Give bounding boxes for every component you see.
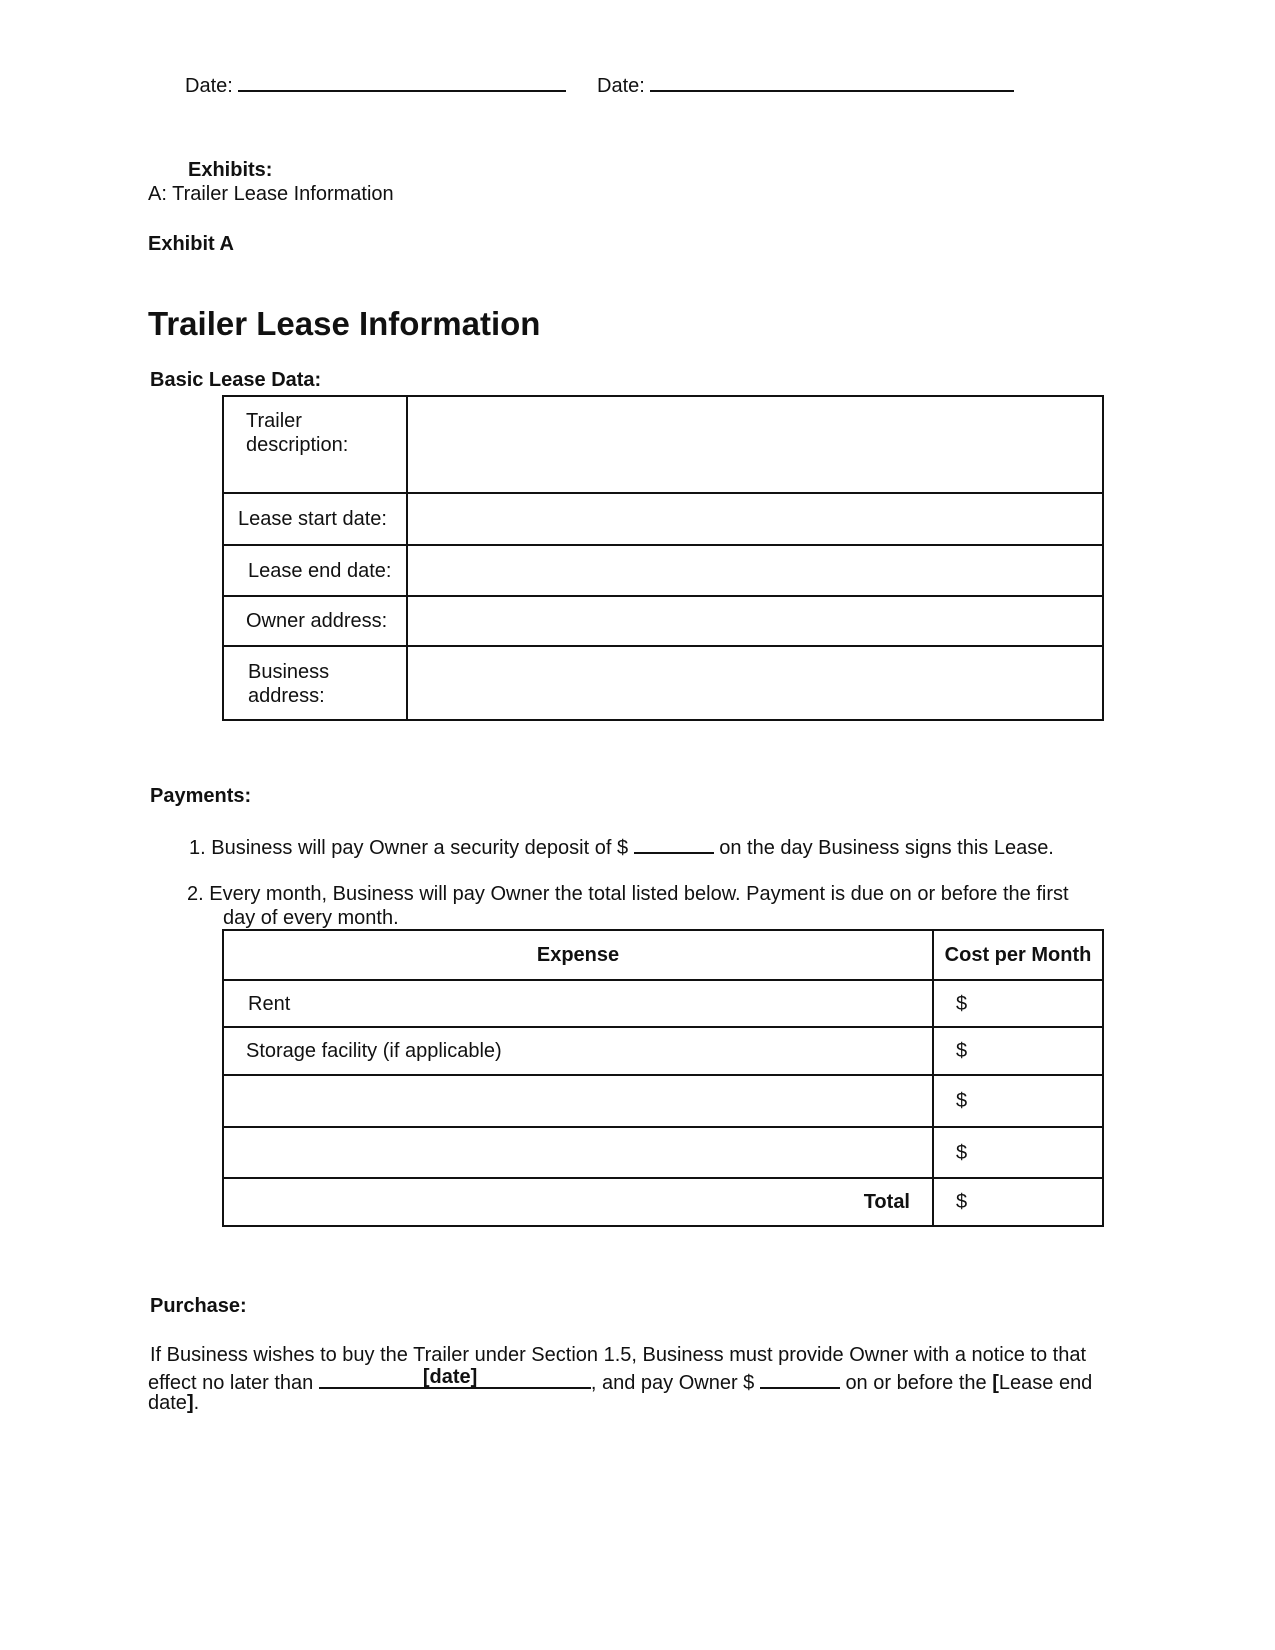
expense-header-row [223,930,1103,980]
lease-label-end-date: Lease end date: [248,560,392,582]
cost-column-header: Cost per Month [933,930,1103,980]
lease-label-trailer-description: Trailer description: [246,410,349,456]
purchase-bracket-open: [ [992,1372,999,1394]
total-cost-cell[interactable]: $ [933,1178,1103,1226]
payment-item-1 [189,834,1054,860]
purchase-text-effect: effect no later than [148,1372,314,1394]
date-label-right: Date: [597,75,645,97]
lease-row-owner-address [223,596,1103,646]
purchase-date-placeholder: [date] [422,1366,478,1388]
exhibit-item: A: Trailer Lease Information [148,183,394,205]
purchase-line-3 [148,1391,199,1415]
payments-heading: Payments: [150,785,252,807]
cost-cell[interactable]: $ [933,1027,1103,1075]
purchase-line-1: If Business wishes to buy the Trailer under Section 1.5, Business must provide Owner with a notice to that [150,1344,1087,1366]
purchase-price-blank[interactable] [760,1369,840,1389]
expense-cell[interactable]: Rent [223,980,933,1027]
purchase-line-2 [148,1367,1092,1395]
lease-row-trailer-description [223,396,1103,493]
purchase-heading: Purchase: [150,1295,247,1317]
lease-row-start-date [223,493,1103,545]
total-label: Total [223,1178,933,1226]
cost-cell[interactable]: $ [933,1075,1103,1127]
page-title: Trailer Lease Information [148,305,541,342]
payment-item-1-prefix: 1. Business will pay Owner a security deposit of $ [189,837,629,859]
lease-value-start-date[interactable] [407,493,1103,545]
purchase-text-pay: , and pay Owner $ [590,1372,755,1394]
expense-total-row [223,1178,1103,1226]
basic-lease-table [222,395,1104,721]
expense-cell[interactable] [223,1075,933,1127]
purchase-bracket-close: ] [186,1392,194,1414]
lease-value-owner-address[interactable] [407,596,1103,646]
payment-item-2-line1: 2. Every month, Business will pay Owner the total listed below. Payment is due on or before the first [187,883,1069,905]
payment-item-2-line2: day of every month. [223,907,399,929]
lease-value-trailer-description[interactable] [407,396,1103,493]
expense-table [222,929,1104,1227]
date-blank-left[interactable] [238,72,566,92]
expense-column-header: Expense [223,930,933,980]
lease-label-owner-address: Owner address: [246,610,388,632]
payment-item-1-suffix: on the day Business signs this Lease. [719,837,1054,859]
cost-cell[interactable]: $ [933,980,1103,1027]
lease-row-end-date [223,545,1103,596]
signature-date-left [185,72,566,98]
expense-row [223,1127,1103,1178]
cost-cell[interactable]: $ [933,1127,1103,1178]
purchase-text-before: on or before the [845,1372,987,1394]
purchase-text-date: date [148,1392,187,1414]
basic-lease-heading: Basic Lease Data: [150,369,322,391]
exhibits-heading: Exhibits: [188,159,273,181]
expense-row [223,1075,1103,1127]
date-label-left: Date: [185,75,233,97]
expense-cell[interactable] [223,1127,933,1178]
exhibit-label: Exhibit A [148,233,234,255]
expense-row [223,980,1103,1027]
purchase-notice-date-blank[interactable] [319,1367,591,1389]
lease-label-business-address: Business address: [248,661,330,707]
expense-cell[interactable]: Storage facility (if applicable) [223,1027,933,1075]
purchase-text-lease-end: Lease end [998,1372,1093,1394]
expense-row [223,1027,1103,1075]
date-blank-right[interactable] [650,72,1014,92]
lease-label-start-date: Lease start date: [238,508,387,530]
purchase-period: . [193,1392,200,1414]
security-deposit-blank[interactable] [634,834,714,854]
lease-row-business-address [223,646,1103,720]
lease-value-business-address[interactable] [407,646,1103,720]
lease-value-end-date[interactable] [407,545,1103,596]
signature-date-right [597,72,1014,98]
